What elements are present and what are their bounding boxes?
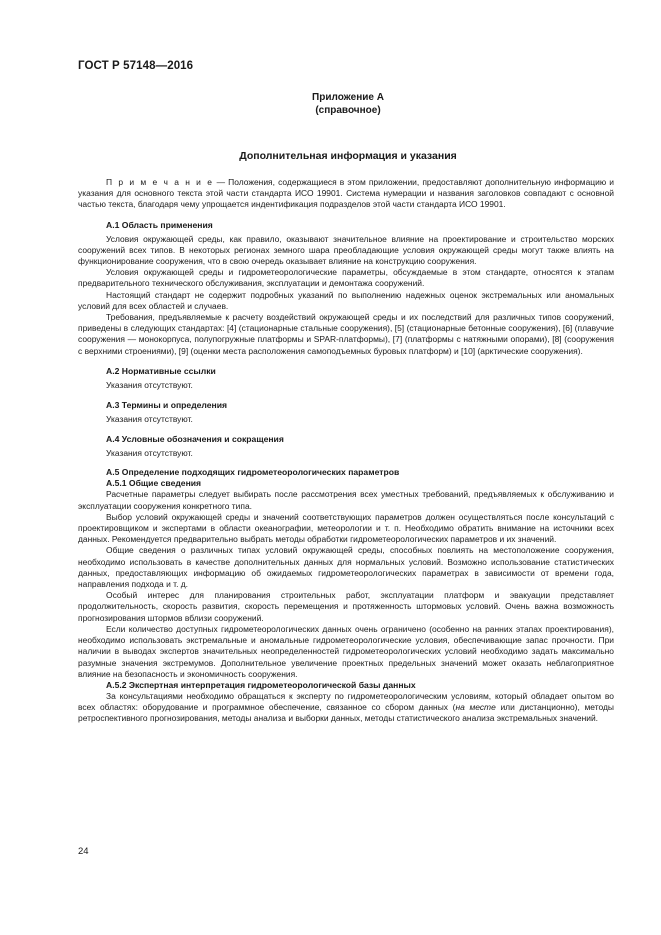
note-paragraph	[78, 177, 614, 211]
section-a51-paragraph-3: Общие сведения о различных типах условий окружающей среды, способных повлиять на местоположение сооружения, необходимо использовать в качестве дополнительных данных для нормальных условий. Возможно использование статистических данных, предоставляющих информацию об ожидаемых гидрометеорологических параметрах в зависимости от времени года, направления подхода и т. д.	[78, 545, 614, 590]
appendix-name: Приложение А	[312, 92, 384, 103]
section-a52-text-after: или дистанционно), методы ретроспективного прогнозирования, методы анализа и выборки данных, методы статистического анализа экстремальных значений.	[78, 702, 614, 724]
section-a2-text: Указания отсутствуют.	[106, 379, 193, 390]
section-a52-paragraph-1	[78, 691, 614, 725]
page-number: 24	[78, 846, 89, 857]
section-a3-text: Указания отсутствуют.	[106, 414, 193, 425]
section-a51-paragraph-2: Выбор условий окружающей среды и значений соответствующих параметров должен осуществляться после консультаций с проектировщиком и экспертами в области океанографии, метеорологии и т. п. Необходимо обратить внимание на источники всех данных. Рекомендуется предварительно выбрать методы обработки гидрометеорологических параметров и их значений.	[78, 511, 614, 545]
section-a51-paragraph-4: Особый интерес для планирования строительных работ, эксплуатации платформ и эвакуации представляет продолжительность, скорость развития, скорость перемещения и протяженность штормовых условий. Очень важна возможность прогнозирования штормов вблизи сооружений.	[78, 590, 614, 623]
note-text: — Положения, содержащиеся в этом приложении, предоставляют дополнительную информацию и указания для основного текста этой части стандарта ИСО 19901. Система нумерации и названия заголовков совпадают с основной частью текста, благодаря чему упрощается индентификация подразделов этой части стандарта ИСО 19901.	[78, 177, 614, 210]
section-a1-heading: А.1 Область применения	[106, 219, 213, 230]
section-a1-paragraph-4: Требования, предъявляемые к расчету воздействий окружающей среды и их последствий для различных типов сооружений, приведены в следующих стандартах: [4] (стационарные стальные сооружения), [5] (стационарные бетонные сооружения), [6] (плавучие сооружения — монокорпуса, полупогружные платформы и SPAR-платформы), [7] (платформы с натяжными опорами), [8] (сооружения с верхними строениями), [9] (оценки места расположения самоподъемных буровых платформ) и [10] (арктические сооружения).	[78, 312, 614, 356]
section-a52-text-before: За консультациями необходимо обращаться к эксперту по гидрометеорологическим условиям, который обладает опытом во всех областях: оборудование и программное обеспечение, связанное со сбором данных (	[78, 690, 614, 713]
appendix-body	[78, 177, 614, 725]
section-a2-heading: А.2 Нормативные ссылки	[106, 365, 216, 376]
standard-header: ГОСТ Р 57148—2016	[78, 60, 194, 72]
appendix-label	[0, 91, 661, 117]
section-a51-heading: А.5.1 Общие сведения	[106, 478, 202, 489]
section-a4-text: Указания отсутствуют.	[106, 448, 193, 459]
appendix-title: Дополнительная информация и указания	[239, 150, 457, 162]
section-a52-text-italic: на месте	[455, 702, 496, 713]
note-label: П р и м е ч а н и е	[106, 177, 214, 187]
appendix-type: (справочное)	[315, 105, 381, 116]
section-a52-heading: А.5.2 Экспертная интерпретация гидрометеорологической базы данных	[106, 679, 416, 690]
section-a1-paragraph-1: Условия окружающей среды, как правило, оказывают значительное влияние на проектирование и строительство морских сооружений всех типов. В некоторых регионах земного шара преобладающие условия окружающей среды могут также влиять на функционирование сооружения, что в свою очередь оказывает влияние на конструкцию сооружения.	[78, 233, 614, 267]
section-a3-heading: А.3 Термины и определения	[106, 400, 228, 411]
section-a4-heading: А.4 Условные обозначения и сокращения	[106, 434, 284, 445]
section-a1-paragraph-3: Настоящий стандарт не содержит подробных указаний по выполнению надежных оценок экстремальных или аномальных условий для всех областей и случаев.	[78, 289, 614, 311]
section-a51-paragraph-1: Расчетные параметры следует выбирать после рассмотрения всех уместных требований, предъявляемых к обслуживанию и эксплуатации сооружения конкретного типа.	[78, 489, 614, 511]
section-a51-paragraph-5: Если количество доступных гидрометеорологических данных очень ограничено (особенно на ранних этапах проектирования), необходимо использовать экстремальные и аномальные гидрометеорологические условия, обеспечивающие запас прочности. При наличии в выводах экспертов значительных неопределенностей гидрометеорологических условий необходимо задать максимально разумные значения экстремумов. Дополнительное увеличение проектных предельных значений может оказать неблагоприятное влияние на безопасность и экономичность сооружения.	[78, 623, 614, 679]
section-a1-paragraph-2: Условия окружающей среды и гидрометеорологические параметры, обсуждаемые в этом стандарте, относятся к этапам предварительного технического обслуживания, эксплуатации и демонтажа сооружений.	[78, 267, 614, 289]
section-a5-heading: А.5 Определение подходящих гидрометеорологических параметров	[106, 467, 400, 478]
